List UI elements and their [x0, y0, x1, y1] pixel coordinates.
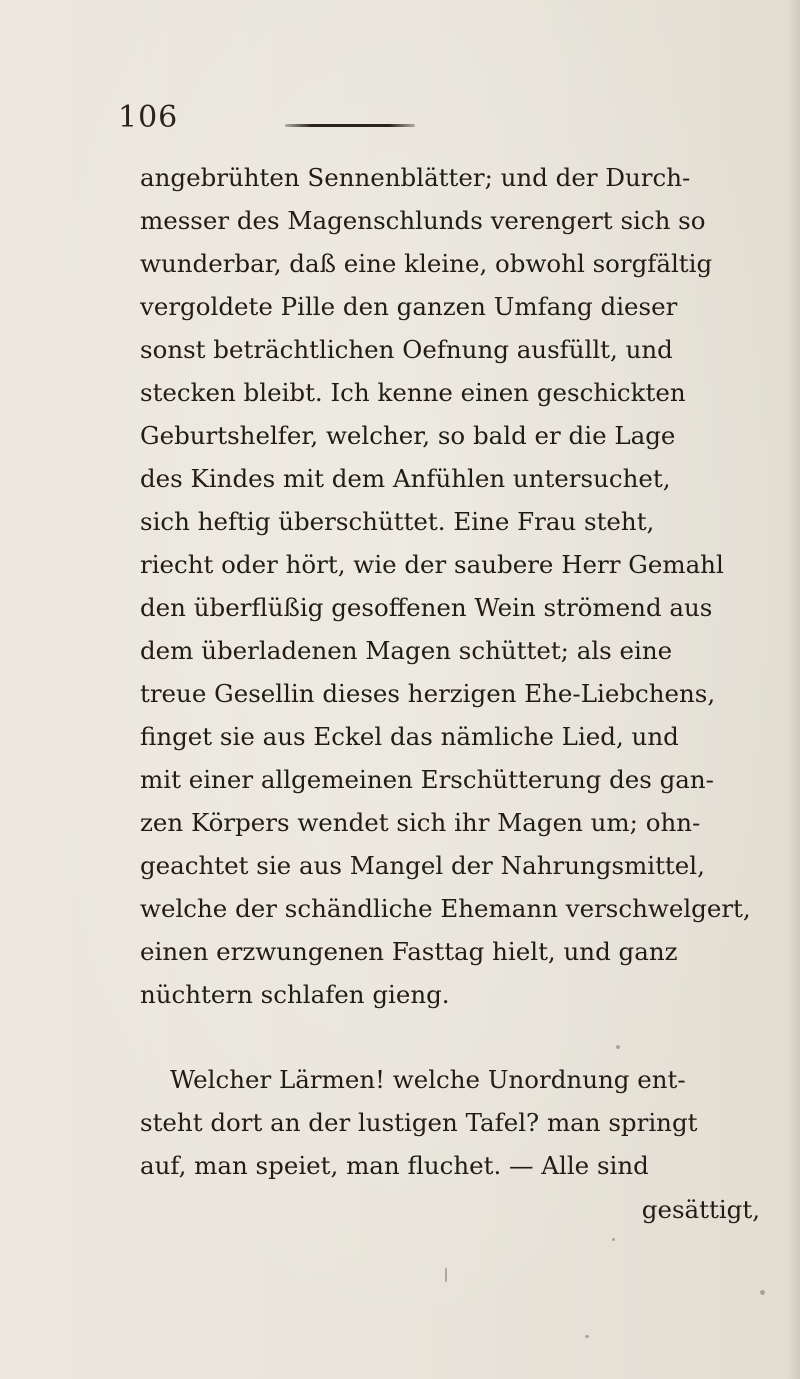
text-line: finget sie aus Eckel das nämliche Lied, und	[140, 722, 679, 751]
text-line: des Kindes mit dem Anfühlen untersuchet,	[140, 464, 671, 493]
text-line: messer des Magenschlunds verengert sich so	[140, 206, 706, 235]
text-line: angebrühten Sennenblätter; und der Durch-	[140, 163, 691, 192]
text-line: einen erzwungenen Fasttag hielt, und ganz	[140, 937, 678, 966]
page-number: 106	[118, 100, 179, 135]
text-line: Geburtshelfer, welcher, so bald er die Lage	[140, 421, 676, 450]
catchword: gesättigt,	[641, 1195, 760, 1224]
paper-speck	[760, 1290, 765, 1295]
header-rule	[285, 124, 415, 127]
text-line: den überflüßig gesoffenen Wein strömend aus	[140, 593, 713, 622]
text-line: riecht oder hört, wie der saubere Herr Gemahl	[140, 550, 724, 579]
text-line: sich heftig überschüttet. Eine Frau steht,	[140, 507, 655, 536]
text-line: stecken bleibt. Ich kenne einen geschickten	[140, 378, 686, 407]
page-edge-shadow	[786, 0, 800, 1379]
text-line: welche der schändliche Ehemann verschwelgert,	[140, 894, 751, 923]
text-line: steht dort an der lustigen Tafel? man springt	[140, 1108, 698, 1137]
paper-speck	[612, 1238, 615, 1241]
text-line: geachtet sie aus Mangel der Nahrungsmittel,	[140, 851, 705, 880]
paper-speck	[585, 1335, 589, 1338]
text-line: sonst beträchtlichen Oefnung ausfüllt, und	[140, 335, 673, 364]
text-line: dem überladenen Magen schüttet; als eine	[140, 636, 673, 665]
text-line: wunderbar, daß eine kleine, obwohl sorgfältig	[140, 249, 713, 278]
paper-speck	[616, 1045, 620, 1049]
text-line: treue Gesellin dieses herzigen Ehe-Liebchens,	[140, 679, 716, 708]
text-line: auf, man speiet, man fluchet. — Alle sind	[140, 1151, 649, 1180]
text-line: nüchtern schlafen gieng.	[140, 980, 450, 1009]
paper-speck	[445, 1268, 447, 1282]
text-line: Welcher Lärmen! welche Unordnung ent-	[170, 1065, 686, 1094]
text-line: vergoldete Pille den ganzen Umfang dieser	[140, 292, 678, 321]
text-line: zen Körpers wendet sich ihr Magen um; ohn-	[140, 808, 701, 837]
text-line: mit einer allgemeinen Erschütterung des gan-	[140, 765, 714, 794]
